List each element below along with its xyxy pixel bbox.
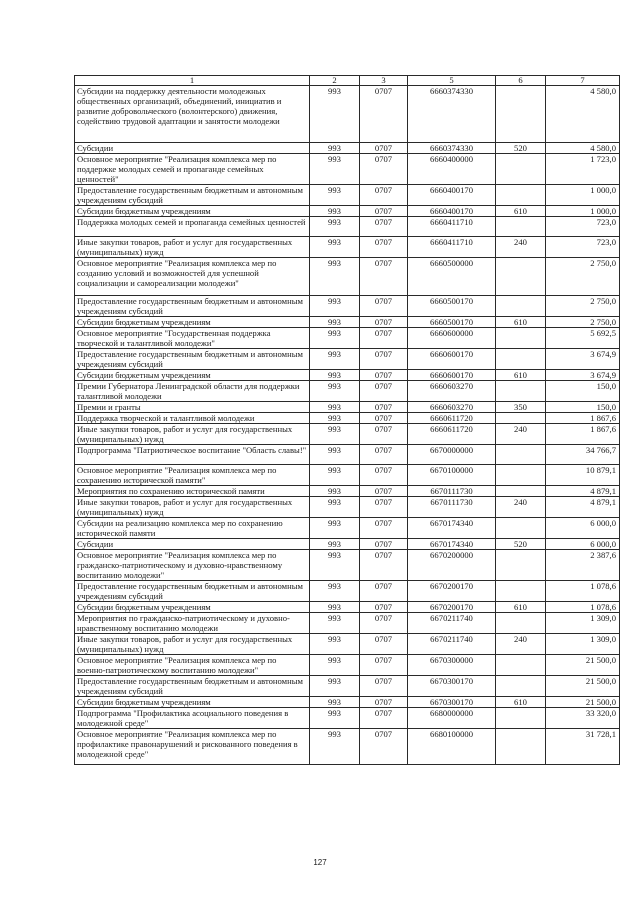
row-csr-cell: 6670200170 bbox=[408, 581, 496, 602]
row-grbs-cell: 993 bbox=[310, 349, 360, 370]
row-sum-cell: 1 000,0 bbox=[546, 206, 620, 217]
row-razdel-cell: 0707 bbox=[360, 655, 408, 676]
row-sum-cell: 10 879,1 bbox=[546, 465, 620, 486]
row-csr-cell: 6670174340 bbox=[408, 539, 496, 550]
row-razdel-cell: 0707 bbox=[360, 258, 408, 296]
row-csr-cell: 6660500000 bbox=[408, 258, 496, 296]
row-name-cell: Основное мероприятие "Реализация комплекса мер по поддержке молодых семей и пропаганде семейных ценностей" bbox=[75, 154, 310, 185]
row-vr-cell bbox=[496, 86, 546, 143]
table-row bbox=[75, 676, 620, 697]
row-grbs-cell: 993 bbox=[310, 550, 360, 581]
row-sum-cell: 1 078,6 bbox=[546, 602, 620, 613]
row-razdel-cell: 0707 bbox=[360, 328, 408, 349]
row-vr-cell: 520 bbox=[496, 143, 546, 154]
table-row bbox=[75, 655, 620, 676]
row-csr-cell: 6660400170 bbox=[408, 206, 496, 217]
row-sum-cell: 4 580,0 bbox=[546, 143, 620, 154]
row-razdel-cell: 0707 bbox=[360, 185, 408, 206]
row-grbs-cell: 993 bbox=[310, 381, 360, 402]
row-sum-cell: 33 320,0 bbox=[546, 708, 620, 729]
table-row bbox=[75, 424, 620, 445]
row-csr-cell: 6660600170 bbox=[408, 349, 496, 370]
row-grbs-cell: 993 bbox=[310, 185, 360, 206]
row-vr-cell bbox=[496, 550, 546, 581]
row-vr-cell bbox=[496, 465, 546, 486]
row-razdel-cell: 0707 bbox=[360, 206, 408, 217]
row-grbs-cell: 993 bbox=[310, 317, 360, 328]
row-csr-cell: 6670100000 bbox=[408, 465, 496, 486]
row-razdel-cell: 0707 bbox=[360, 237, 408, 258]
row-grbs-cell: 993 bbox=[310, 613, 360, 634]
row-vr-cell bbox=[496, 296, 546, 317]
table-row bbox=[75, 402, 620, 413]
row-razdel-cell: 0707 bbox=[360, 497, 408, 518]
row-sum-cell: 3 674,9 bbox=[546, 370, 620, 381]
page-number: 127 bbox=[313, 858, 327, 867]
table-row bbox=[75, 185, 620, 206]
table-row bbox=[75, 708, 620, 729]
row-name-cell: Предоставление государственным бюджетным и автономным учреждениям субсидий bbox=[75, 185, 310, 206]
table-row bbox=[75, 497, 620, 518]
row-name-cell: Субсидии бюджетным учреждениям bbox=[75, 697, 310, 708]
row-name-cell: Основное мероприятие "Реализация комплекса мер по военно-патриотическому воспитанию молодежи" bbox=[75, 655, 310, 676]
row-grbs-cell: 993 bbox=[310, 497, 360, 518]
row-razdel-cell: 0707 bbox=[360, 370, 408, 381]
table-row bbox=[75, 296, 620, 317]
row-vr-cell: 350 bbox=[496, 402, 546, 413]
row-name-cell: Основное мероприятие "Государственная поддержка творческой и талантливой молодежи" bbox=[75, 328, 310, 349]
table-row bbox=[75, 518, 620, 539]
row-grbs-cell: 993 bbox=[310, 655, 360, 676]
row-sum-cell: 1 867,6 bbox=[546, 424, 620, 445]
row-vr-cell: 610 bbox=[496, 370, 546, 381]
row-razdel-cell: 0707 bbox=[360, 518, 408, 539]
row-razdel-cell: 0707 bbox=[360, 550, 408, 581]
row-csr-cell: 6670000000 bbox=[408, 445, 496, 465]
row-sum-cell: 1 309,0 bbox=[546, 613, 620, 634]
row-vr-cell bbox=[496, 581, 546, 602]
table-row bbox=[75, 349, 620, 370]
row-razdel-cell: 0707 bbox=[360, 539, 408, 550]
table-row bbox=[75, 206, 620, 217]
row-vr-cell bbox=[496, 486, 546, 497]
table-row bbox=[75, 328, 620, 349]
row-name-cell: Основное мероприятие "Реализация комплекса мер по профилактике правонарушений и рискованного поведения в молодежной среде" bbox=[75, 729, 310, 765]
row-name-cell: Премии и гранты bbox=[75, 402, 310, 413]
row-vr-cell: 520 bbox=[496, 539, 546, 550]
row-name-cell: Субсидии бюджетным учреждениям bbox=[75, 317, 310, 328]
row-sum-cell: 2 750,0 bbox=[546, 317, 620, 328]
row-name-cell: Подпрограмма "Профилактика асоциального поведения в молодежной среде" bbox=[75, 708, 310, 729]
row-sum-cell: 723,0 bbox=[546, 237, 620, 258]
table-row bbox=[75, 143, 620, 154]
row-name-cell: Предоставление государственным бюджетным и автономным учреждениям субсидий bbox=[75, 581, 310, 602]
row-csr-cell: 6660611720 bbox=[408, 413, 496, 424]
row-name-cell: Иные закупки товаров, работ и услуг для государственных (муниципальных) нужд bbox=[75, 497, 310, 518]
row-vr-cell: 610 bbox=[496, 697, 546, 708]
table-row bbox=[75, 413, 620, 424]
row-grbs-cell: 993 bbox=[310, 539, 360, 550]
row-sum-cell: 31 728,1 bbox=[546, 729, 620, 765]
row-name-cell: Основное мероприятие "Реализация комплекса мер по сохранению исторической памяти" bbox=[75, 465, 310, 486]
row-csr-cell: 6660400000 bbox=[408, 154, 496, 185]
row-name-cell: Основное мероприятие "Реализация комплекса мер по гражданско-патриотическому и духовно-нравственному воспитанию молодежи" bbox=[75, 550, 310, 581]
row-vr-cell: 610 bbox=[496, 206, 546, 217]
table-row bbox=[75, 258, 620, 296]
row-vr-cell bbox=[496, 185, 546, 206]
row-csr-cell: 6670211740 bbox=[408, 634, 496, 655]
table-row bbox=[75, 217, 620, 237]
row-csr-cell: 6660374330 bbox=[408, 86, 496, 143]
row-sum-cell: 2 750,0 bbox=[546, 258, 620, 296]
row-grbs-cell: 993 bbox=[310, 154, 360, 185]
row-grbs-cell: 993 bbox=[310, 258, 360, 296]
column-number: 2 bbox=[310, 76, 360, 86]
row-csr-cell: 6660411710 bbox=[408, 217, 496, 237]
row-grbs-cell: 993 bbox=[310, 206, 360, 217]
row-sum-cell: 150,0 bbox=[546, 402, 620, 413]
table-row bbox=[75, 729, 620, 765]
row-grbs-cell: 993 bbox=[310, 697, 360, 708]
row-grbs-cell: 993 bbox=[310, 86, 360, 143]
row-grbs-cell: 993 bbox=[310, 602, 360, 613]
row-sum-cell: 2 750,0 bbox=[546, 296, 620, 317]
row-grbs-cell: 993 bbox=[310, 328, 360, 349]
row-sum-cell: 4 879,1 bbox=[546, 486, 620, 497]
row-csr-cell: 6660411710 bbox=[408, 237, 496, 258]
row-sum-cell: 1 309,0 bbox=[546, 634, 620, 655]
table-row bbox=[75, 634, 620, 655]
row-grbs-cell: 993 bbox=[310, 729, 360, 765]
row-sum-cell: 3 674,9 bbox=[546, 349, 620, 370]
row-grbs-cell: 993 bbox=[310, 402, 360, 413]
table-row bbox=[75, 317, 620, 328]
row-name-cell: Субсидии бюджетным учреждениям bbox=[75, 370, 310, 381]
row-sum-cell: 723,0 bbox=[546, 217, 620, 237]
row-csr-cell: 6670200000 bbox=[408, 550, 496, 581]
row-vr-cell: 240 bbox=[496, 497, 546, 518]
column-number: 7 bbox=[546, 76, 620, 86]
row-razdel-cell: 0707 bbox=[360, 381, 408, 402]
row-vr-cell bbox=[496, 349, 546, 370]
row-razdel-cell: 0707 bbox=[360, 217, 408, 237]
row-vr-cell bbox=[496, 217, 546, 237]
row-grbs-cell: 993 bbox=[310, 676, 360, 697]
table-row bbox=[75, 486, 620, 497]
row-sum-cell: 34 766,7 bbox=[546, 445, 620, 465]
row-name-cell: Субсидии на реализацию комплекса мер по сохранению исторической памяти bbox=[75, 518, 310, 539]
row-vr-cell bbox=[496, 518, 546, 539]
row-vr-cell bbox=[496, 708, 546, 729]
table-row bbox=[75, 237, 620, 258]
row-razdel-cell: 0707 bbox=[360, 154, 408, 185]
row-csr-cell: 6660500170 bbox=[408, 296, 496, 317]
row-razdel-cell: 0707 bbox=[360, 602, 408, 613]
row-name-cell: Предоставление государственным бюджетным и автономным учреждениям субсидий bbox=[75, 676, 310, 697]
row-grbs-cell: 993 bbox=[310, 581, 360, 602]
row-csr-cell: 6670200170 bbox=[408, 602, 496, 613]
row-grbs-cell: 993 bbox=[310, 708, 360, 729]
row-csr-cell: 6670300170 bbox=[408, 697, 496, 708]
row-razdel-cell: 0707 bbox=[360, 676, 408, 697]
row-sum-cell: 1 867,6 bbox=[546, 413, 620, 424]
row-csr-cell: 6680100000 bbox=[408, 729, 496, 765]
row-name-cell: Иные закупки товаров, работ и услуг для государственных (муниципальных) нужд bbox=[75, 237, 310, 258]
row-grbs-cell: 993 bbox=[310, 370, 360, 381]
row-sum-cell: 4 580,0 bbox=[546, 86, 620, 143]
row-csr-cell: 6680000000 bbox=[408, 708, 496, 729]
row-vr-cell bbox=[496, 445, 546, 465]
row-razdel-cell: 0707 bbox=[360, 465, 408, 486]
row-csr-cell: 6660374330 bbox=[408, 143, 496, 154]
row-csr-cell: 6660600170 bbox=[408, 370, 496, 381]
row-vr-cell bbox=[496, 328, 546, 349]
row-name-cell: Предоставление государственным бюджетным и автономным учреждениям субсидий bbox=[75, 296, 310, 317]
row-name-cell: Субсидии bbox=[75, 143, 310, 154]
row-grbs-cell: 993 bbox=[310, 634, 360, 655]
row-razdel-cell: 0707 bbox=[360, 413, 408, 424]
row-razdel-cell: 0707 bbox=[360, 143, 408, 154]
row-sum-cell: 150,0 bbox=[546, 381, 620, 402]
row-csr-cell: 6670300000 bbox=[408, 655, 496, 676]
row-vr-cell bbox=[496, 655, 546, 676]
row-name-cell: Субсидии бюджетным учреждениям bbox=[75, 602, 310, 613]
row-csr-cell: 6660400170 bbox=[408, 185, 496, 206]
row-razdel-cell: 0707 bbox=[360, 697, 408, 708]
table-row bbox=[75, 465, 620, 486]
row-grbs-cell: 993 bbox=[310, 296, 360, 317]
row-grbs-cell: 993 bbox=[310, 518, 360, 539]
column-number: 3 bbox=[360, 76, 408, 86]
row-grbs-cell: 993 bbox=[310, 445, 360, 465]
budget-table bbox=[74, 75, 620, 765]
row-name-cell: Основное мероприятие "Реализация комплекса мер по созданию условий и возможностей для успешной социализации и самореализации молодежи" bbox=[75, 258, 310, 296]
row-razdel-cell: 0707 bbox=[360, 708, 408, 729]
row-name-cell: Мероприятия по сохранению исторической памяти bbox=[75, 486, 310, 497]
row-grbs-cell: 993 bbox=[310, 217, 360, 237]
row-csr-cell: 6670174340 bbox=[408, 518, 496, 539]
table-row bbox=[75, 445, 620, 465]
row-csr-cell: 6660611720 bbox=[408, 424, 496, 445]
row-sum-cell: 1 723,0 bbox=[546, 154, 620, 185]
row-csr-cell: 6660600000 bbox=[408, 328, 496, 349]
row-csr-cell: 6670211740 bbox=[408, 613, 496, 634]
row-razdel-cell: 0707 bbox=[360, 729, 408, 765]
row-razdel-cell: 0707 bbox=[360, 296, 408, 317]
row-razdel-cell: 0707 bbox=[360, 349, 408, 370]
table-row bbox=[75, 539, 620, 550]
row-razdel-cell: 0707 bbox=[360, 317, 408, 328]
row-sum-cell: 21 500,0 bbox=[546, 655, 620, 676]
row-name-cell: Предоставление государственным бюджетным и автономным учреждениям субсидий bbox=[75, 349, 310, 370]
column-number: 1 bbox=[75, 76, 310, 86]
row-name-cell: Поддержка творческой и талантливой молодежи bbox=[75, 413, 310, 424]
table-row bbox=[75, 86, 620, 143]
table-row bbox=[75, 154, 620, 185]
row-vr-cell: 240 bbox=[496, 424, 546, 445]
column-number-row bbox=[75, 76, 620, 86]
row-grbs-cell: 993 bbox=[310, 143, 360, 154]
row-grbs-cell: 993 bbox=[310, 237, 360, 258]
column-number: 6 bbox=[496, 76, 546, 86]
row-grbs-cell: 993 bbox=[310, 486, 360, 497]
row-csr-cell: 6660500170 bbox=[408, 317, 496, 328]
row-grbs-cell: 993 bbox=[310, 424, 360, 445]
row-name-cell: Иные закупки товаров, работ и услуг для государственных (муниципальных) нужд bbox=[75, 424, 310, 445]
row-csr-cell: 6660603270 bbox=[408, 402, 496, 413]
row-name-cell: Субсидии на поддержку деятельности молодежных общественных организаций, объединений, инициатив и развитие добровольческого (волонтерского) движения, содействию трудовой адаптации и занятости молодежи bbox=[75, 86, 310, 143]
row-sum-cell: 1 078,6 bbox=[546, 581, 620, 602]
row-name-cell: Иные закупки товаров, работ и услуг для государственных (муниципальных) нужд bbox=[75, 634, 310, 655]
row-sum-cell: 6 000,0 bbox=[546, 539, 620, 550]
row-grbs-cell: 993 bbox=[310, 465, 360, 486]
table-row bbox=[75, 697, 620, 708]
row-razdel-cell: 0707 bbox=[360, 445, 408, 465]
column-number: 5 bbox=[408, 76, 496, 86]
row-csr-cell: 6660603270 bbox=[408, 381, 496, 402]
row-name-cell: Мероприятия по гражданско-патриотическому и духовно-нравственному воспитанию молодежи bbox=[75, 613, 310, 634]
row-name-cell: Поддержка молодых семей и пропаганда семейных ценностей bbox=[75, 217, 310, 237]
row-sum-cell: 5 692,5 bbox=[546, 328, 620, 349]
table-row bbox=[75, 613, 620, 634]
row-vr-cell: 610 bbox=[496, 602, 546, 613]
row-vr-cell bbox=[496, 381, 546, 402]
row-razdel-cell: 0707 bbox=[360, 581, 408, 602]
row-sum-cell: 21 500,0 bbox=[546, 697, 620, 708]
row-name-cell: Подпрограмма "Патриотическое воспитание "Область славы!" bbox=[75, 445, 310, 465]
row-sum-cell: 4 879,1 bbox=[546, 497, 620, 518]
row-name-cell: Субсидии bbox=[75, 539, 310, 550]
row-vr-cell bbox=[496, 258, 546, 296]
row-csr-cell: 6670300170 bbox=[408, 676, 496, 697]
row-sum-cell: 6 000,0 bbox=[546, 518, 620, 539]
row-name-cell: Премии Губернатора Ленинградской области для поддержки талантливой молодежи bbox=[75, 381, 310, 402]
row-vr-cell: 240 bbox=[496, 237, 546, 258]
row-razdel-cell: 0707 bbox=[360, 613, 408, 634]
row-vr-cell bbox=[496, 613, 546, 634]
row-sum-cell: 1 000,0 bbox=[546, 185, 620, 206]
row-grbs-cell: 993 bbox=[310, 413, 360, 424]
row-sum-cell: 21 500,0 bbox=[546, 676, 620, 697]
table-row bbox=[75, 370, 620, 381]
row-razdel-cell: 0707 bbox=[360, 634, 408, 655]
row-vr-cell bbox=[496, 676, 546, 697]
row-vr-cell: 610 bbox=[496, 317, 546, 328]
row-sum-cell: 2 387,6 bbox=[546, 550, 620, 581]
row-name-cell: Субсидии бюджетным учреждениям bbox=[75, 206, 310, 217]
table-row bbox=[75, 550, 620, 581]
table-row bbox=[75, 581, 620, 602]
row-razdel-cell: 0707 bbox=[360, 424, 408, 445]
row-vr-cell bbox=[496, 154, 546, 185]
row-vr-cell bbox=[496, 413, 546, 424]
table-row bbox=[75, 602, 620, 613]
row-razdel-cell: 0707 bbox=[360, 402, 408, 413]
row-razdel-cell: 0707 bbox=[360, 486, 408, 497]
row-csr-cell: 6670111730 bbox=[408, 486, 496, 497]
row-razdel-cell: 0707 bbox=[360, 86, 408, 143]
row-csr-cell: 6670111730 bbox=[408, 497, 496, 518]
row-vr-cell bbox=[496, 729, 546, 765]
table-row bbox=[75, 381, 620, 402]
row-vr-cell: 240 bbox=[496, 634, 546, 655]
